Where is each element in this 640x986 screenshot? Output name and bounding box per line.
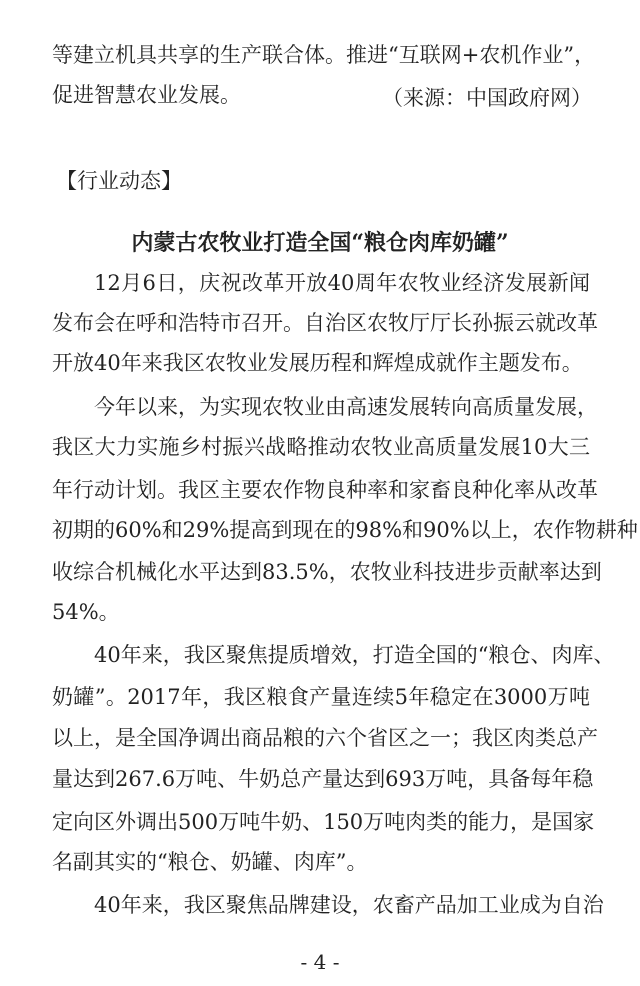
section-label: 【行业动态】: [56, 169, 182, 193]
article-line: 开放40年来我区农牧业发展历程和辉煌成就作主题发布。: [52, 351, 583, 375]
article-line: 今年以来，为实现农牧业由高速发展转向高质量发展，: [94, 395, 598, 419]
article-line: 以上，是全国净调出商品粮的六个省区之一；我区肉类总产: [52, 726, 598, 750]
article-line: 名副其实的“粮仓、奶罐、肉库”。: [52, 850, 368, 874]
article-line: 54%。: [52, 600, 120, 624]
source-note: （来源：中国政府网）: [382, 86, 592, 110]
article-line: 40年来，我区聚焦品牌建设，农畜产品加工业成为自治: [94, 893, 604, 917]
article-line: 我区大力实施乡村振兴战略推动农牧业高质量发展10大三: [52, 435, 590, 459]
article-title: 内蒙古农牧业打造全国“粮仓肉库奶罐”: [131, 230, 509, 256]
article-line: 发布会在呼和浩特市召开。自治区农牧厅厅长孙振云就改革: [52, 311, 598, 335]
article-line: 12月6日，庆祝改革开放40周年农牧业经济发展新闻: [94, 271, 590, 295]
page-number: - 4 -: [300, 950, 340, 974]
article-line: 收综合机械化水平达到83.5%，农牧业科技进步贡献率达到: [52, 560, 602, 584]
article-line: 定向区外调出500万吨牛奶、150万吨肉类的能力，是国家: [52, 810, 595, 834]
article-line: 年行动计划。我区主要农作物良种率和家畜良种化率从改革: [52, 478, 598, 502]
intro-line-1: 等建立机具共享的生产联合体。推进“互联网+农机作业”，: [52, 43, 596, 67]
article-line: 初期的60%和29%提高到现在的98%和90%以上，农作物耕种: [52, 518, 638, 542]
intro-line-2: 促进智慧农业发展。: [52, 83, 241, 107]
article-line: 40年来，我区聚焦提质增效，打造全国的“粮仓、肉库、: [94, 643, 615, 667]
article-line: 奶罐”。2017年，我区粮食产量连续5年稳定在3000万吨: [52, 685, 590, 709]
article-line: 量达到267.6万吨、牛奶总产量达到693万吨，具备每年稳: [52, 767, 594, 791]
